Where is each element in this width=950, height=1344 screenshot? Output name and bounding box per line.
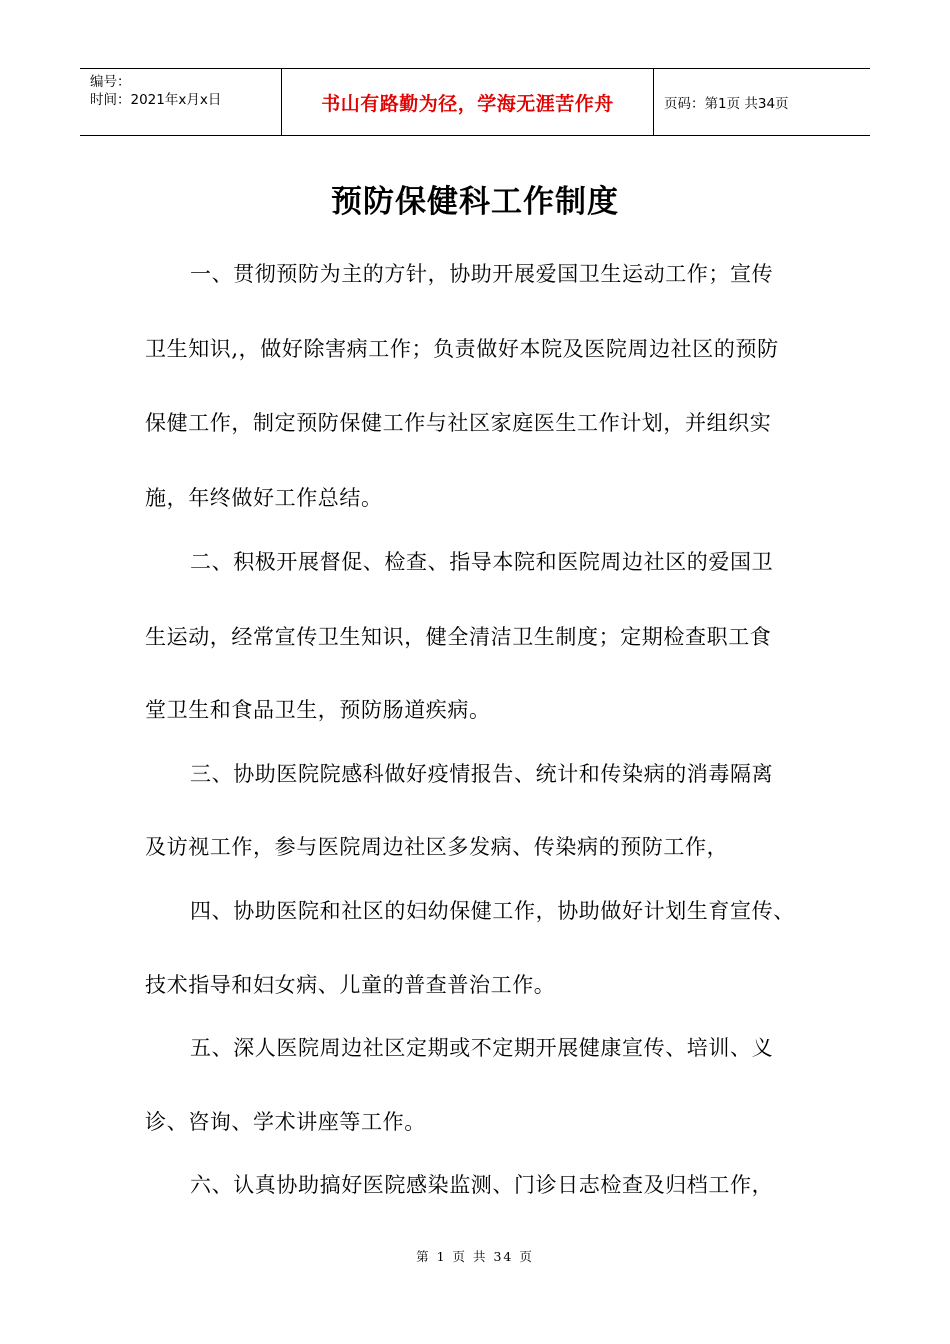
motto-text: 书山有路勤为径，学海无涯苦作舟	[321, 92, 614, 115]
document-title: 预防保健科工作制度	[331, 184, 619, 220]
document-header	[80, 68, 870, 136]
paragraph-5-line-1: 五、深人医院周边社区定期或不定期开展健康宣传、培训、义	[190, 1036, 774, 1060]
paragraph-5-line-2: 诊、咨询、学术讲座等工作。	[145, 1110, 426, 1134]
paragraph-4-line-1: 四、协助医院和社区的妇幼保健工作，协助做好计划生育宣传、	[190, 899, 795, 923]
paragraph-1-line-1: 一、贯彻预防为主的方针，协助开展爱国卫生运动工作；宣传	[190, 262, 774, 286]
paragraph-6-line-1: 六、认真协助搞好医院感染监测、门诊日志检查及归档工作，	[190, 1173, 774, 1197]
header-page-cell	[654, 69, 870, 135]
header-motto-cell	[282, 69, 654, 135]
time-label: 时间：2021年x月x日	[90, 92, 222, 108]
paragraph-4-line-2: 技术指导和妇女病、儿童的普查普治工作。	[145, 973, 556, 997]
paragraph-3-line-2: 及访视工作，参与医院周边社区多发病、传染病的预防工作，	[145, 835, 729, 859]
serial-number-label: 编号：	[90, 74, 131, 90]
paragraph-1-line-3: 保健工作，制定预防保健工作与社区家庭医生工作计划，并组织实	[145, 411, 772, 435]
paragraph-1-line-2: 卫生知识,，做好除害病工作；负责做好本院及医院周边社区的预防	[145, 337, 779, 361]
paragraph-2-line-1: 二、积极开展督促、检查、指导本院和医院周边社区的爱国卫	[190, 550, 774, 574]
header-meta-cell	[80, 69, 282, 135]
paragraph-3-line-1: 三、协助医院院感科做好疫情报告、统计和传染病的消毒隔离	[190, 762, 774, 786]
paragraph-1-line-4: 施，年终做好工作总结。	[145, 486, 383, 510]
page-footer: 第 1 页 共 34 页	[416, 1249, 534, 1264]
paragraph-2-line-3: 堂卫生和食品卫生，预防肠道疾病。	[145, 698, 491, 722]
page-info: 页码：第1页 共34页	[664, 96, 789, 112]
paragraph-2-line-2: 生运动，经常宣传卫生知识，健全清洁卫生制度；定期检查职工食	[145, 625, 772, 649]
